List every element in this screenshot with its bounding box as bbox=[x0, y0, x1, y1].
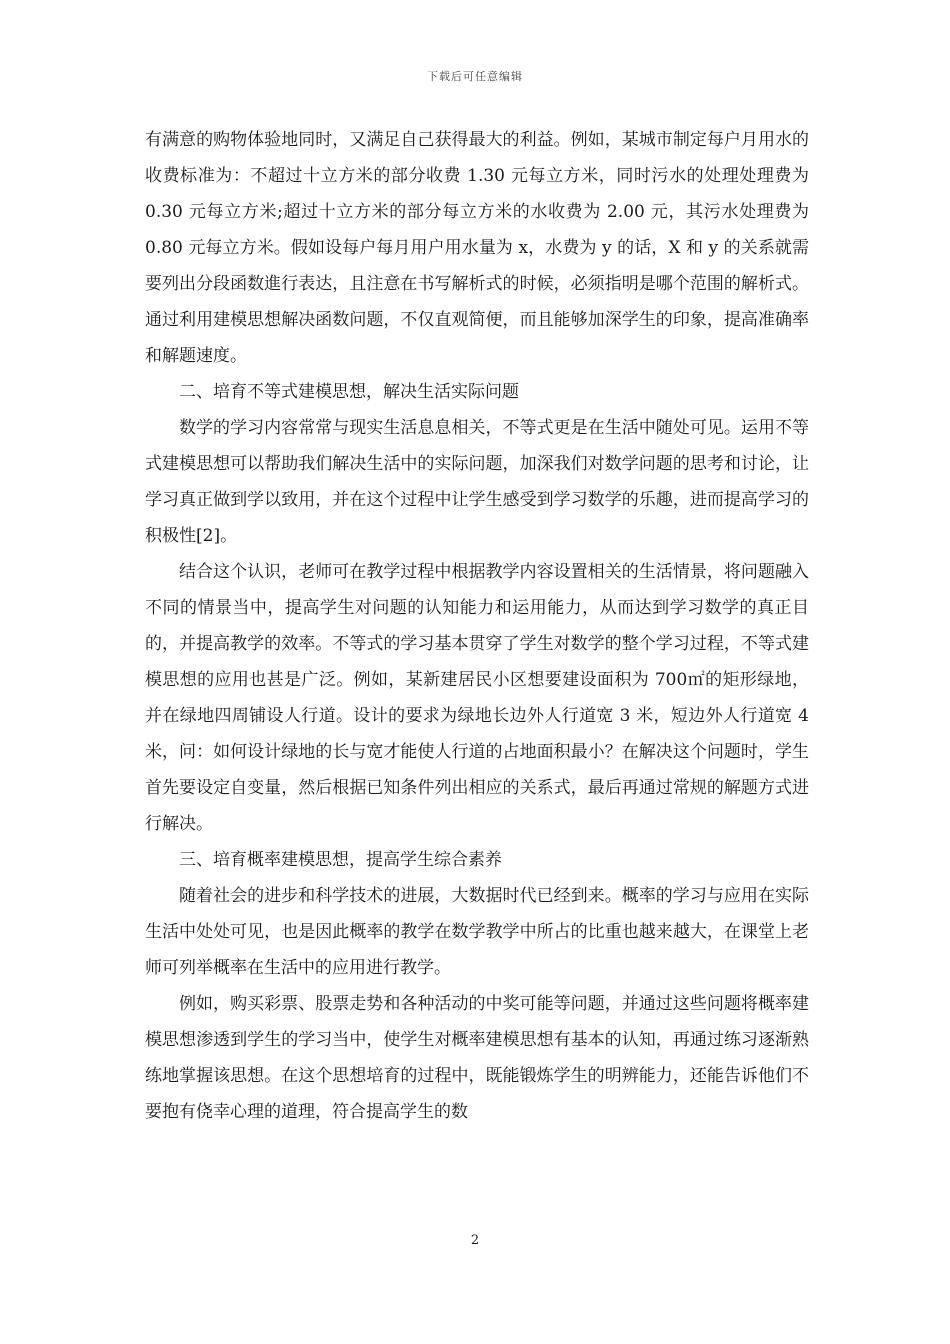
paragraph-probability-example: 例如，购买彩票、股票走势和各种活动的中奖可能等问题，并通过这些问题将概率建模思想渗透到学生的学习当中，使学生对概率建模思想有基本的认知，再通过练习逐渐熟练地掌握该思想。在这个思想培育的过程中，既能锻炼学生的明辨能力，还能告诉他们不要抱有侥幸心理的道理，符合提高学生的数 bbox=[145, 994, 809, 1122]
section-heading-inequality: 二、培育不等式建模思想，解决生活实际问题 bbox=[179, 382, 519, 402]
document-body bbox=[145, 122, 809, 1130]
page-number: 2 bbox=[470, 1233, 480, 1248]
page-header: 下载后可任意编辑 bbox=[427, 70, 523, 83]
paragraph-inequality-example: 结合这个认识，老师可在教学过程中根据教学内容设置相关的生活情景，将问题融入不同的情景当中，提高学生对问题的认知能力和运用能力，从而达到学习数学的真正目的，并提高教学的效率。不等式的学习基本贯穿了学生对数学的整个学习过程，不等式建模思想的应用也甚是广泛。例如，某新建居民小区想要建设面积为 700㎡的矩形绿地，并在绿地四周铺设人行道。设计的要求为绿地长边外人行道宽 3 米，短边外人行道宽 4 米，问：如何设计绿地的长与宽才能使人行道的占地面积最小？在解决这个问题时，学生首先要设定自变量，然后根据已知条件列出相应的关系式，最后再通过常规的解题方式进行解决。 bbox=[145, 562, 809, 834]
paragraph-water-fee-example: 有满意的购物体验地同时，又满足自己获得最大的利益。例如，某城市制定每户月用水的收费标准为：不超过十立方米的部分收费 1.30 元每立方米，同时污水的处理处理费为 0.30 元每立方米;超过十立方米的部分每立方米的水收费为 2.00 元，其污水处理费为 0.80 元每立方米。假如设每户每月用户用水量为 x，水费为 y 的话，X 和 y 的关系就需要列出分段函数進行表达，且注意在书写解析式的时候，必须指明是哪个范围的解析式。通过利用建模思想解决函数问题，不仅直观简便，而且能够加深学生的印象，提高准确率和解题速度。 bbox=[145, 130, 809, 366]
paragraph-probability-intro: 随着社会的进步和科学技术的进展，大数据时代已经到来。概率的学习与应用在实际生活中处处可见，也是因此概率的教学在数学教学中所占的比重也越来越大，在课堂上老师可列举概率在生活中的应用进行教学。 bbox=[145, 886, 809, 978]
paragraph-inequality-intro: 数学的学习内容常常与现实生活息息相关，不等式更是在生活中随处可见。运用不等式建模思想可以帮助我们解决生活中的实际问题，加深我们对数学问题的思考和讨论，让学习真正做到学以致用，并在这个过程中让学生感受到学习数学的乐趣，进而提高学习的积极性[2]。 bbox=[145, 418, 809, 546]
section-heading-probability: 三、培育概率建模思想，提高学生综合素养 bbox=[179, 850, 502, 870]
